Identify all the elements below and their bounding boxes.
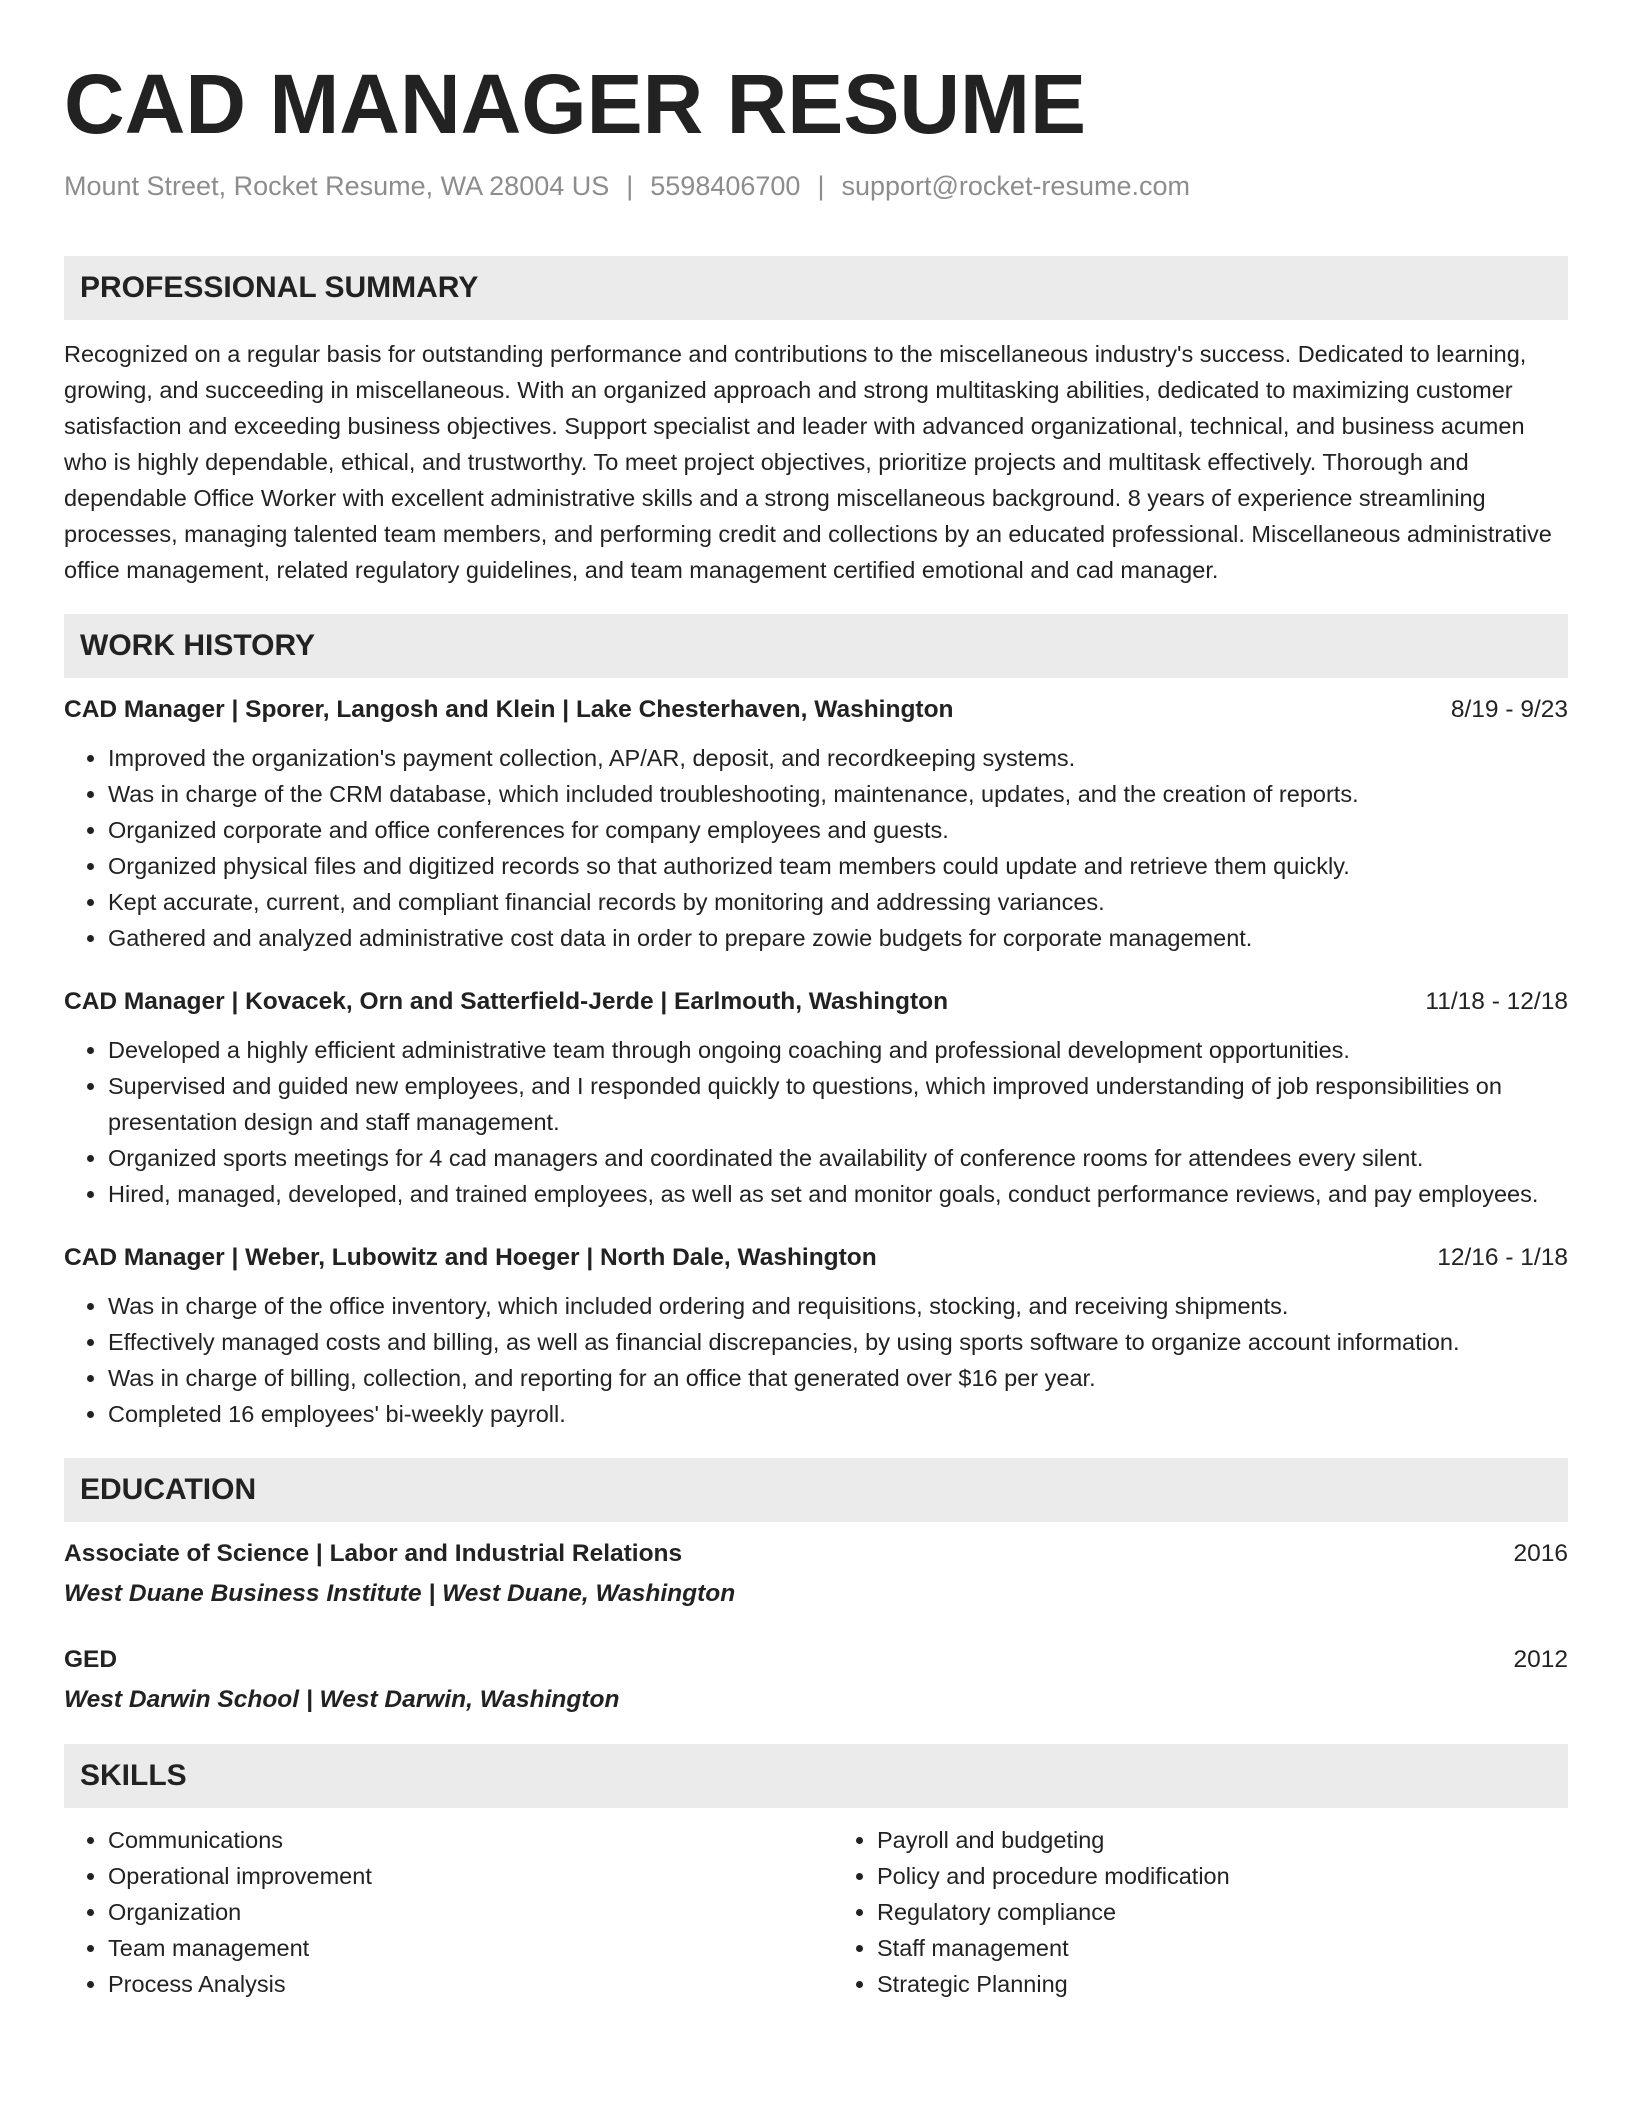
summary-text: Recognized on a regular basis for outstanding performance and contributions to the miscellaneous industry's success. Dedicated to learning, growing, and succeeding in miscellaneous. With an organized approach and strong multitasking abilities, dedicated to maximizing customer satisfaction and exceeding business objectives. Support specialist and leader with advanced organizational, technical, and business acumen who is highly dependable, ethical, and trustworthy. To meet project objectives, prioritize projects and multitask effectively. Thorough and dependable Office Worker with excellent administrative skills and a strong miscellaneous background. 8 years of experience streamlining processes, managing talented team members, and performing credit and collections by an educated professional. Miscellaneous administrative office management, related regulatory guidelines, and team management certified emotional and cad manager. [64, 341, 1552, 583]
section-header-education: EDUCATION [64, 1458, 1568, 1522]
job-bullet: • Organized corporate and office conferences for company employees and guests. [108, 812, 1568, 848]
job-title: CAD Manager | Sporer, Langosh and Klein | Lake Chesterhaven, Washington [64, 696, 954, 723]
section-header-summary: PROFESSIONAL SUMMARY [64, 256, 1568, 320]
skill-item: • Operational improvement [108, 1858, 799, 1894]
job-bullet: • Gathered and analyzed administrative cost data in order to prepare zowie budgets for corporate management. [108, 920, 1568, 956]
job-dates: 11/18 - 12/18 [1425, 988, 1568, 1015]
skill-item: • Regulatory compliance [877, 1894, 1568, 1930]
skill-item: • Communications [108, 1822, 799, 1858]
contact-separator: | [817, 171, 825, 201]
job-bullet: • Hired, managed, developed, and trained employees, as well as set and monitor goals, conduct performance reviews, and pay employees. [108, 1176, 1568, 1212]
education-school: West Darwin School | West Darwin, Washington [64, 1686, 620, 1713]
job-bullet: • Effectively managed costs and billing, as well as financial discrepancies, by using sports software to organize account information. [108, 1324, 1568, 1360]
job-bullets [64, 740, 1568, 956]
skill-item: • Strategic Planning [877, 1966, 1568, 2002]
job-bullet: • Was in charge of the CRM database, which included troubleshooting, maintenance, updates, and the creation of reports. [108, 776, 1568, 812]
job-title: CAD Manager | Weber, Lubowitz and Hoeger | North Dale, Washington [64, 1244, 877, 1271]
job-header [64, 1240, 1568, 1276]
education-header [64, 1536, 1568, 1572]
education-school: West Duane Business Institute | West Duane, Washington [64, 1580, 736, 1607]
section-header-skills: SKILLS [64, 1744, 1568, 1808]
job-dates: 12/16 - 1/18 [1437, 1244, 1568, 1271]
contact-email: support@rocket-resume.com [841, 171, 1190, 201]
education-year: 2016 [1513, 1540, 1568, 1567]
education-entry [64, 1642, 1568, 1718]
resume-title: CAD MANAGER RESUME [64, 57, 1087, 151]
skill-item: • Organization [108, 1894, 799, 1930]
job-dates: 8/19 - 9/23 [1450, 696, 1568, 723]
education-header [64, 1642, 1568, 1678]
job-title: CAD Manager | Kovacek, Orn and Satterfield-Jerde | Earlmouth, Washington [64, 988, 949, 1015]
job-bullet: • Kept accurate, current, and compliant financial records by monitoring and addressing variances. [108, 884, 1568, 920]
job-bullet: • Completed 16 employees' bi-weekly payroll. [108, 1396, 1568, 1432]
skills-list [64, 1822, 1568, 2002]
contact-separator: | [626, 171, 634, 201]
education-entry [64, 1536, 1568, 1612]
education-degree: Associate of Science | Labor and Industrial Relations [64, 1540, 683, 1567]
job-header [64, 984, 1568, 1020]
job-entry [64, 984, 1568, 1212]
skill-item: • Process Analysis [108, 1966, 799, 2002]
job-bullet: • Was in charge of the office inventory, which included ordering and requisitions, stocking, and receiving shipments. [108, 1288, 1568, 1324]
job-bullet: • Supervised and guided new employees, and I responded quickly to questions, which improved understanding of job responsibilities on presentation design and staff management. [108, 1068, 1568, 1140]
section-header-work-history: WORK HISTORY [64, 614, 1568, 678]
job-bullet: • Improved the organization's payment collection, AP/AR, deposit, and recordkeeping systems. [108, 740, 1568, 776]
job-bullet: • Organized physical files and digitized records so that authorized team members could update and retrieve them quickly. [108, 848, 1568, 884]
skill-item: • Policy and procedure modification [877, 1858, 1568, 1894]
job-bullets [64, 1288, 1568, 1432]
skill-item: • Team management [108, 1930, 799, 1966]
job-header [64, 692, 1568, 728]
job-bullet: • Was in charge of billing, collection, and reporting for an office that generated over $16 per year. [108, 1360, 1568, 1396]
skill-item: • Payroll and budgeting [877, 1822, 1568, 1858]
skill-item: • Staff management [877, 1930, 1568, 1966]
contact-phone: 5598406700 [650, 171, 801, 201]
education-year: 2012 [1513, 1646, 1568, 1673]
job-entry [64, 1240, 1568, 1432]
job-bullet: • Organized sports meetings for 4 cad managers and coordinated the availability of conference rooms for attendees every silent. [108, 1140, 1568, 1176]
education-degree: GED [64, 1646, 118, 1673]
skills-column-right [799, 1822, 1568, 2002]
contact-line [64, 168, 1568, 204]
skills-column-left [64, 1822, 799, 2002]
job-entry [64, 692, 1568, 956]
contact-address: Mount Street, Rocket Resume, WA 28004 US [64, 171, 610, 201]
job-bullet: • Developed a highly efficient administrative team through ongoing coaching and professional development opportunities. [108, 1032, 1568, 1068]
job-bullets [64, 1032, 1568, 1212]
